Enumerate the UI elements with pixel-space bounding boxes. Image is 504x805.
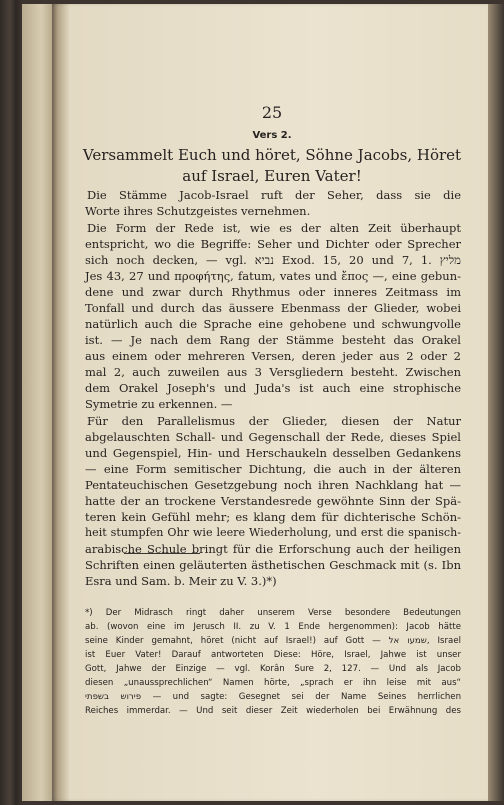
footnote-line: *) Der Midrasch ringt daher unserem Verse besondere Bedeutungen [85, 608, 461, 618]
body-text-line: Esra und Sam. b. Meir zu V. 3.)*) [85, 574, 277, 588]
body-text-line: hatte der an trockene Verstandesrede gewöhnte Sinn der Spä- [85, 494, 461, 508]
body-text-line: abgelauschten Schall- und Gegenschall der Rede, dieses Spiel [85, 430, 461, 444]
body-text-line: Die Stämme Jacob-Israel ruft der Seher, dass sie die [87, 188, 461, 202]
body-text-line: und Gegenspiel, Hin- und Herschaukeln desselben Gedankens [85, 446, 461, 460]
previous-page-edge [22, 4, 54, 801]
footnote-line: Reiches immerdar. — Und seit dieser Zeit wiederholen bei Erwähnung des [85, 706, 461, 716]
body-text-line: sich noch decken, — vgl. נביא Exod. 15, 20 und 7, 1. מליץ [85, 253, 461, 267]
body-text-line: — eine Form semitischer Dichtung, die auch in der älteren [85, 462, 461, 476]
body-text-line: Tonfall und durch das äussere Ebenmass der Glieder, wobei [85, 301, 461, 315]
body-text-line: Pentateuchischen Gesetzgebung noch ihren Nachklang hat — [85, 478, 461, 492]
footnote-line: diesen „unaussprechlichen“ Namen hörte, „sprach er ihn leise mit aus“ [85, 678, 461, 688]
body-text-line: Worte ihres Schutzgeistes vernehmen. [85, 204, 311, 218]
book-page [52, 4, 492, 801]
verse-heading-line: Versammelt Euch und höret, Söhne Jacobs, Höret [82, 146, 462, 164]
body-text-line: ist. — Je nach dem Rang der Stämme besteht das Orakel [85, 333, 461, 347]
verse-heading-line: auf Israel, Euren Vater! [182, 167, 362, 185]
body-text-line: Schriften einen geläuterten ästhetischen Geschmack mit (s. Ibn [85, 558, 461, 572]
body-text-line: entspricht, wo die Begriffe: Seher und Dichter oder Sprecher [85, 237, 461, 251]
body-text-line: heit stumpfen Ohr wie leere Wiederholung, und erst die spanisch- [85, 526, 461, 539]
body-text-line: Die Form der Rede ist, wie es der alten Zeit überhaupt [87, 221, 461, 235]
body-text-line: dene und zwar durch Rhythmus oder inneres Zeitmass im [85, 285, 461, 299]
footnote-line: ab. (wovon eine im Jerusch II. zu V. 1 Ende hergenommen): Jacob hätte [85, 622, 461, 632]
footnote-line: Gott, Jahwe der Einzige — vgl. Korân Sure 2, 127. — Und als Jacob [85, 664, 461, 674]
body-text-line: Für den Parallelismus der Glieder, diesen der Natur [87, 414, 461, 428]
body-text-line: arabische Schule bringt für die Erforschung auch der heiligen [85, 542, 461, 556]
verse-label: Vers 2. [252, 130, 292, 141]
body-text-line: Symetrie zu erkennen. — [85, 397, 233, 411]
body-text-line: mal 2, auch zuweilen aus 3 Versgliedern besteht. Zwischen [85, 365, 461, 379]
footnote-line: ist Euer Vater! Darauf antworteten Diese: Höre, Israel, Jahwe ist unser [85, 650, 461, 660]
body-text-line: teren kein Gefühl mehr; es klang dem für dichterische Schön- [85, 510, 461, 524]
body-text-line: natürlich auch die Sprache eine gehobene und schwungvolle [85, 317, 461, 331]
page-number: 25 [261, 103, 283, 122]
body-text-line: Jes 43, 27 und προφήτης, fatum, vates und ἔπος —, eine gebun- [85, 269, 461, 283]
page-edge-shadow [488, 4, 504, 801]
footnote-divider [124, 553, 200, 554]
body-text-line: dem Orakel Joseph's und Juda's ist auch eine strophische [85, 381, 461, 395]
footnote-line: seine Kinder gemahnt, höret (nicht auf Israel!) auf Gott — שמעו אל, Israel [85, 636, 461, 646]
body-text-line: aus einem oder mehreren Versen, deren jeder aus 2 oder 2 [85, 349, 461, 363]
footnote-line: פירוש בשפתי — und sagte: Gesegnet sei der Name Seines herrlichen [85, 692, 462, 702]
